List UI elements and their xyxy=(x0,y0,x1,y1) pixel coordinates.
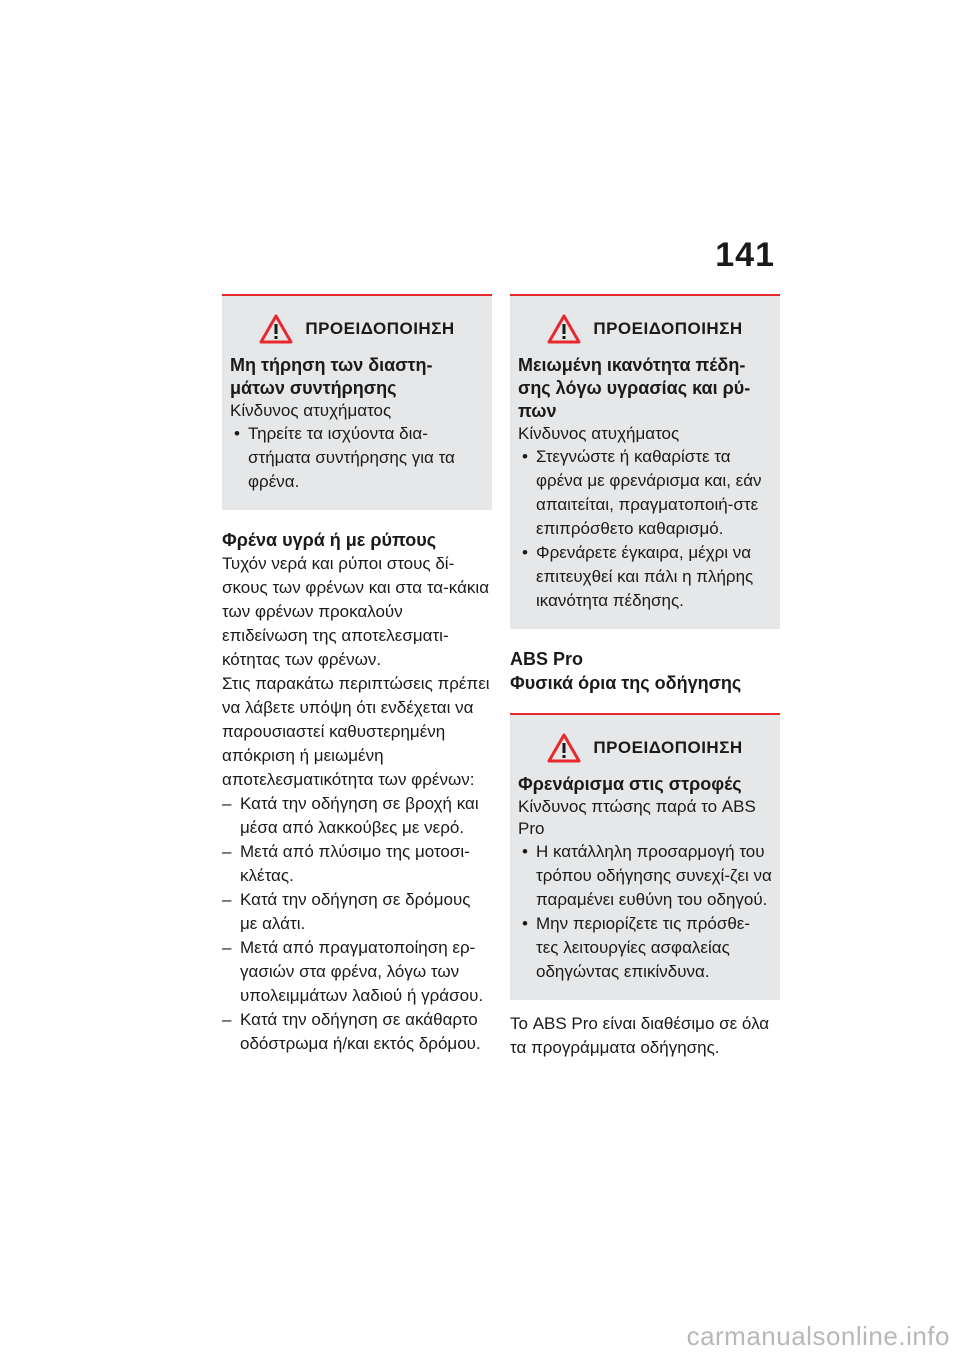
warning-bullet-list xyxy=(518,445,772,613)
warning-triangle-icon xyxy=(547,314,581,344)
warning-triangle-icon xyxy=(547,733,581,763)
dash-item: – Κατά την οδήγηση σε ακάθαρτο οδόστρωμα ή/και εκτός δρόμου. xyxy=(222,1008,492,1056)
warning-label: ΠΡΟΕΙΔΟΠΟΙΗΣΗ xyxy=(593,738,743,757)
warning-bullet: • Η κατάλληλη προσαρμογή του τρόπου οδήγησης συνεχί-ζει να παραμένει ευθύνη του οδηγού. xyxy=(518,840,772,912)
warning-bullet: • Τηρείτε τα ισχύοντα δια-στήματα συντήρησης για τα φρένα. xyxy=(230,422,484,494)
warning-label: ΠΡΟΕΙΔΟΠΟΙΗΣΗ xyxy=(305,319,455,338)
warning-bullet: • Στεγνώστε ή καθαρίστε τα φρένα με φρενάρισμα και, εάν απαιτείται, πραγματοποιή-στε επιπρόσθετο καθαρισμό. xyxy=(518,445,772,541)
warning-bullet: • Μην περιορίζετε τις πρόσθε-τες λειτουργίες ασφαλείας οδηγώντας επικίνδυνα. xyxy=(518,912,772,984)
page-number: 141 xyxy=(715,236,775,274)
dash-item: – Κατά την οδήγηση σε δρόμους με αλάτι. xyxy=(222,888,492,936)
warning-heading: Φρενάρισμα στις στροφές xyxy=(518,774,742,794)
warning-box xyxy=(510,294,780,629)
paragraph: Τυχόν νερά και ρύποι στους δί-σκους των φρένων και στα τα-κάκια των φρένων προκαλούν επιδείνωση της αποτελεσματι-κότητας των φρένων. xyxy=(222,554,490,669)
dash-list xyxy=(222,792,492,1056)
warning-bullet-list xyxy=(230,422,484,494)
warning-box xyxy=(510,713,780,1000)
dash-item: – Μετά από πλύσιμο της μοτοσι-κλέτας. xyxy=(222,840,492,888)
warning-heading: Μη τήρηση των διαστη-μάτων συντήρησης xyxy=(230,355,433,398)
warning-header xyxy=(230,314,484,344)
warning-triangle-icon xyxy=(259,314,293,344)
watermark: carmanualsonline.info xyxy=(686,1321,950,1351)
section-title: Φυσικά όρια της οδήγησης xyxy=(510,673,742,693)
warning-bullet-list xyxy=(518,840,772,984)
warning-header xyxy=(518,314,772,344)
section-title: ABS Pro xyxy=(510,649,584,669)
left-column xyxy=(222,294,492,1056)
right-column xyxy=(510,294,780,1060)
dash-item: – Κατά την οδήγηση σε βροχή και μέσα από λακκούβες με νερό. xyxy=(222,792,492,840)
warning-label: ΠΡΟΕΙΔΟΠΟΙΗΣΗ xyxy=(593,319,743,338)
dash-item: – Μετά από πραγματοποίηση ερ-γασιών στα φρένα, λόγω των υπολειμμάτων λαδιού ή γράσου. xyxy=(222,936,492,1008)
warning-subtitle: Κίνδυνος ατυχήματος xyxy=(518,424,680,443)
warning-header xyxy=(518,733,772,763)
warning-bullet: • Φρενάρετε έγκαιρα, μέχρι να επιτευχθεί και πάλι η πλήρης ικανότητα πέδησης. xyxy=(518,541,772,613)
warning-subtitle: Κίνδυνος πτώσης παρά το ABS Pro xyxy=(518,797,756,838)
section-title: Φρένα υγρά ή με ρύπους xyxy=(222,530,437,550)
warning-subtitle: Κίνδυνος ατυχήματος xyxy=(230,401,392,420)
warning-heading: Μειωμένη ικανότητα πέδη-σης λόγω υγρασίας και ρύ-πων xyxy=(518,355,751,421)
paragraph: Στις παρακάτω περιπτώσεις πρέπει να λάβετε υπόψη ότι ενδέχεται να παρουσιαστεί καθυστερημένη απόκριση ή μειωμένη αποτελεσματικότητα των φρένων: xyxy=(222,674,490,789)
warning-box xyxy=(222,294,492,510)
paragraph: Το ABS Pro είναι διαθέσιμο σε όλα τα προγράμματα οδήγησης. xyxy=(510,1014,770,1057)
